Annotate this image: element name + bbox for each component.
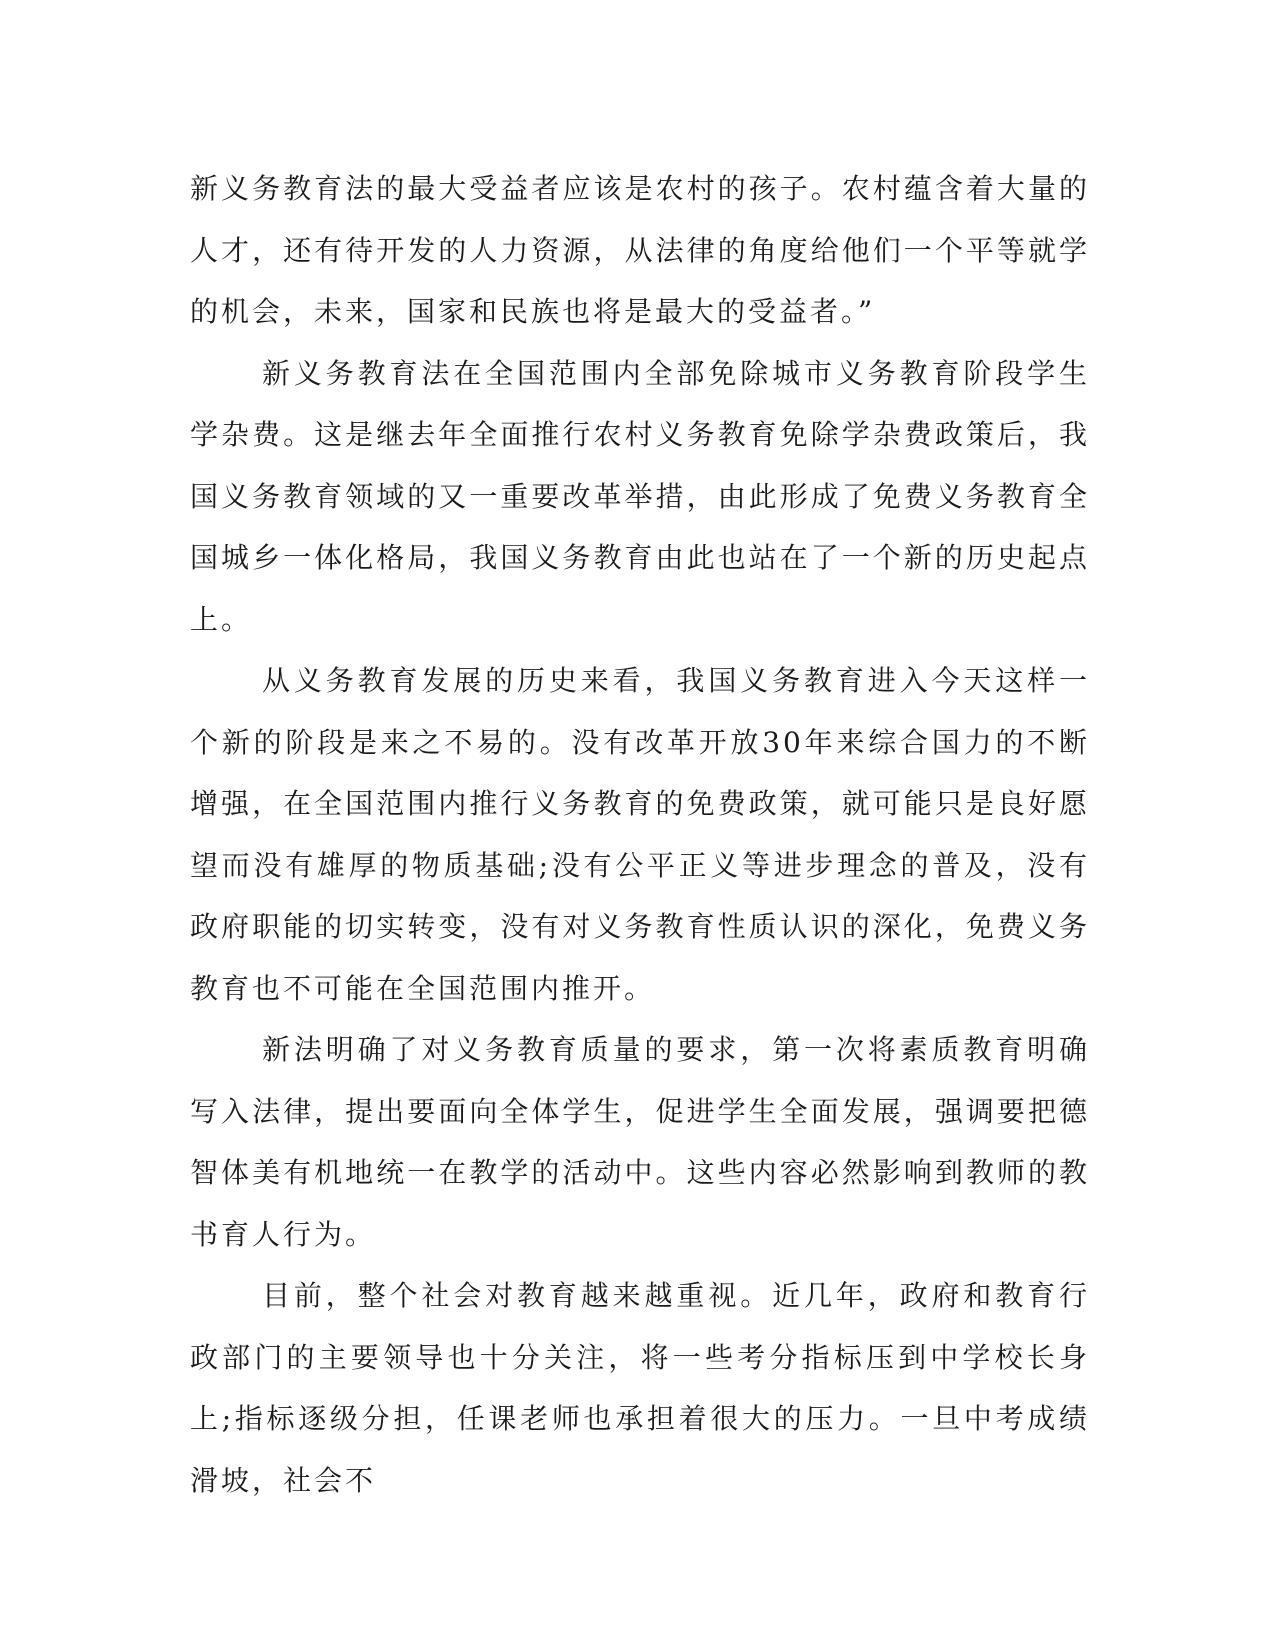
- paragraph-4: 新法明确了对义务教育质量的要求，第一次将素质教育明确写入法律，提出要面向全体学生，促进学生全面发展，强调要把德智体美有机地统一在教学的活动中。这些内容必然影响到教师的教书育人行为。: [190, 1033, 1090, 1251]
- paragraph-2: 新义务教育法在全国范围内全部免除城市义务教育阶段学生学杂费。这是继去年全面推行农村义务教育免除学杂费政策后，我国义务教育领域的又一重要改革举措，由此形成了免费义务教育全国城乡一体化格局，我国义务教育由此也站在了一个新的历史起点上。: [190, 356, 1090, 636]
- paragraph-1: 新义务教育法的最大受益者应该是农村的孩子。农村蕴含着大量的人才，还有待开发的人力资源，从法律的角度给他们一个平等就学的机会，未来，国家和民族也将是最大的受益者。”: [190, 172, 1090, 328]
- paragraph-5: 目前，整个社会对教育越来越重视。近几年，政府和教育行政部门的主要领导也十分关注，将一些考分指标压到中学校长身上;指标逐级分担，任课老师也承担着很大的压力。一旦中考成绩滑坡，社会不: [190, 1279, 1090, 1497]
- paragraph-3: 从义务教育发展的历史来看，我国义务教育进入今天这样一个新的阶段是来之不易的。没有改革开放30年来综合国力的不断增强，在全国范围内推行义务教育的免费政策，就可能只是良好愿望而没有雄厚的物质基础;没有公平正义等进步理念的普及，没有政府职能的切实转变，没有对义务教育性质认识的深化，免费义务教育也不可能在全国范围内推开。: [190, 664, 1090, 1005]
- body-text: [190, 158, 1090, 1511]
